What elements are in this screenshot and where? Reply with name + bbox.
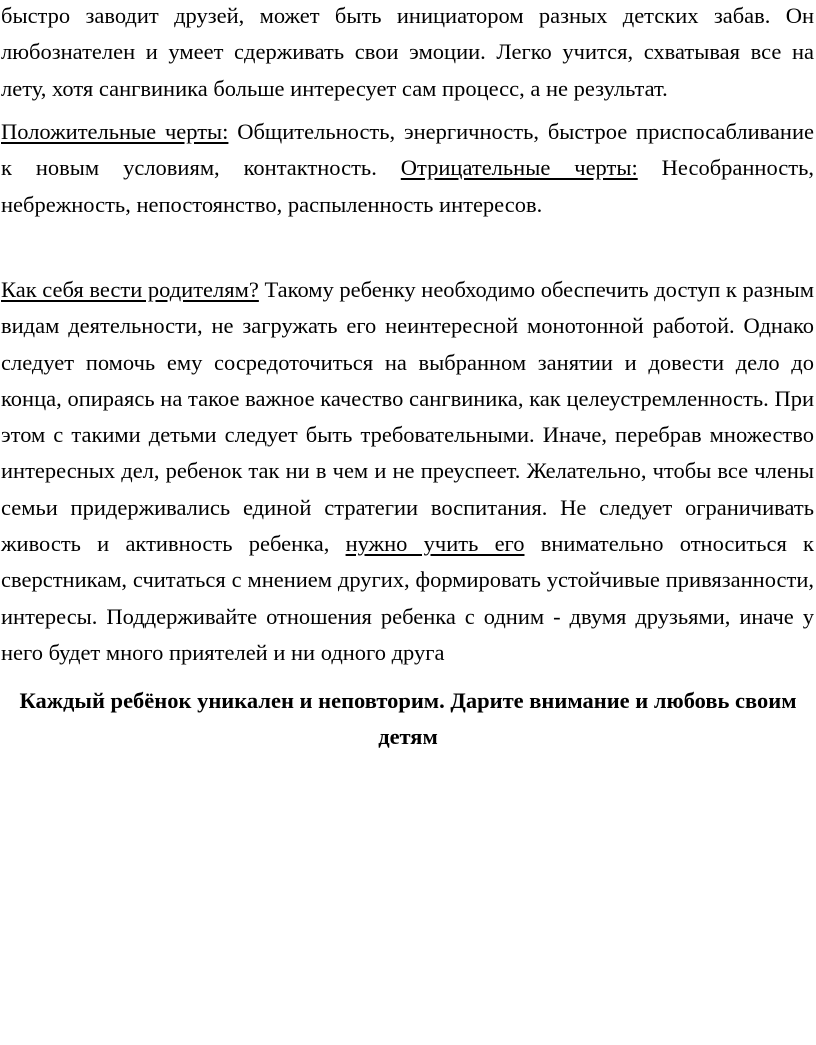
paragraph-parenting-advice bbox=[1, 272, 814, 671]
negative-traits-label: Отрицательные черты: bbox=[400, 155, 638, 181]
paragraph-traits bbox=[1, 114, 814, 223]
positive-traits-text: Общительность, энергичность, быстрое приспосабливание к новым условиям, контактность. bbox=[1, 119, 814, 181]
advice-text-part-1: Такому ребенку необходимо обеспечить доступ к разным видам деятельности, не загружать его неинтересной монотонной работой. Однако следует помочь ему сосредоточиться на выбранном занятии и довести дело до конца, опираясь на такое важное качество сангвиника, как целеустремленность. При этом с такими детьми следует быть требовательными. Иначе, перебрав множество интересных дел, ребенок так ни в чем и не преуспеет. Желательно, чтобы все члены семьи придерживались единой стратегии воспитания. Не следует ограничивать живость и активность ребенка, bbox=[1, 277, 814, 557]
advice-text-part-2: внимательно относиться к сверстникам, считаться с мнением других, формировать устойчивые привязанности, интересы. Поддерживайте отношения ребенка с одним - двумя друзьями, иначе у него будет много приятелей и ни одного друга bbox=[1, 531, 814, 665]
paragraph-temperament-description bbox=[1, 0, 814, 107]
paragraph-1-text: быстро заводит друзей, может быть инициатором разных детских забав. Он любознателен и умеет сдерживать свои эмоции. Легко учится, схватывая все на лету, хотя сангвиника больше интересует сам процесс, а не результат. bbox=[1, 3, 814, 101]
closing-statement: Каждый ребёнок уникален и неповторим. Дарите внимание и любовь своим детям bbox=[19, 688, 797, 750]
advice-underlined-phrase: нужно учить его bbox=[345, 531, 525, 557]
positive-traits-label: Положительные черты: bbox=[1, 119, 229, 144]
parenting-question: Как себя вести родителям? bbox=[1, 277, 259, 302]
negative-traits-text: Несобранность, небрежность, непостоянство, распыленность интересов. bbox=[1, 155, 814, 217]
